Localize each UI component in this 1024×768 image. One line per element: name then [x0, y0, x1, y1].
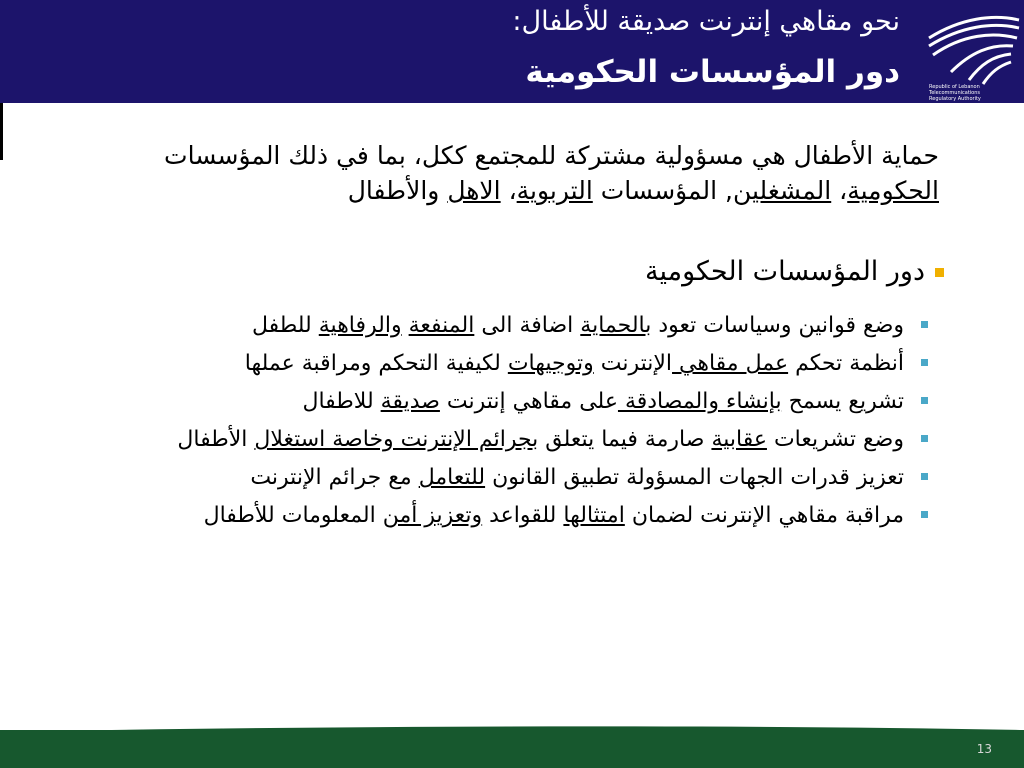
bullet-underlined: صديقة	[380, 389, 440, 414]
bullet-icon	[921, 511, 928, 518]
logo-line-3: Regulatory Authority	[929, 96, 981, 102]
bullet-item	[88, 311, 928, 340]
bullet-text: وضع تشريعات	[766, 427, 904, 452]
bullet-text: تعزيز قدرات الجهات المسؤولة تطبيق القانون	[485, 465, 904, 490]
bullet-underlined: بإنشاء والمصادقة	[617, 389, 782, 414]
bullet-text: لكيفية التحكم ومراقبة عملها	[244, 351, 508, 376]
bullet-text: المعلومات للأطفال	[203, 503, 383, 528]
bullet-text: مراقبة مقاهي الإنترنت لضمان	[624, 503, 904, 528]
section-heading	[645, 252, 944, 292]
bullet-underlined: عمل مقاهي	[672, 351, 789, 376]
logo-line-2: Telecommunications	[929, 90, 981, 96]
logo-line-1: Republic of Lebanon	[929, 84, 980, 90]
bullet-item	[88, 501, 928, 530]
bullet-item	[88, 463, 928, 492]
bullet-text: الإنترنت	[593, 351, 673, 376]
bullet-text: للاطفال	[302, 389, 381, 414]
bullet-text: الأطفال	[177, 427, 255, 452]
bullet-text: اضافة الى	[474, 313, 581, 338]
bullet-underlined: وتوجيهات	[507, 351, 594, 376]
intro-underlined: التربوية	[516, 176, 593, 205]
edge-marker	[0, 103, 3, 160]
bullet-text: تشريع يسمح	[781, 389, 904, 414]
intro-paragraph	[79, 138, 939, 208]
footer-bar	[0, 730, 1024, 768]
intro-text: , المؤسسات	[592, 176, 733, 205]
bullet-underlined: والرفاهية	[318, 313, 402, 338]
bullet-item	[88, 349, 928, 378]
bullet-text: للقواعد	[482, 503, 564, 528]
bullet-icon	[921, 435, 928, 442]
intro-text: والأطفال	[347, 176, 448, 205]
bullet-text: مع جرائم الإنترنت	[250, 465, 419, 490]
bullet-item	[88, 387, 928, 416]
tra-logo	[921, 0, 1024, 103]
intro-text: ،	[831, 176, 848, 205]
bullet-icon	[921, 359, 928, 366]
intro-underlined: الاهل	[447, 176, 501, 205]
tra-logo-icon	[921, 0, 1024, 103]
bullet-underlined: عقابية	[711, 427, 767, 452]
bullet-text: وضع قوانين وسياسات تعود	[651, 313, 904, 338]
intro-underlined: الحكومية	[847, 176, 939, 205]
bullet-text: أنظمة تحكم	[788, 351, 904, 376]
bullet-underlined: بجرائم الإنترنت وخاصة استغلال	[254, 427, 539, 452]
slide-title: نحو مقاهي إنترنت صديقة للأطفال:	[512, 6, 900, 37]
bullet-underlined: بالحماية	[580, 313, 652, 338]
bullet-text: صارمة فيما يتعلق	[538, 427, 712, 452]
bullet-underlined: للتعامل	[418, 465, 486, 490]
bullet-underlined: المنفعة	[408, 313, 475, 338]
bullet-icon	[921, 397, 928, 404]
slide-number: 13	[976, 742, 992, 756]
bullet-underlined: امتثالها	[563, 503, 625, 528]
bullet-underlined: وتعزيز أمن	[382, 503, 483, 528]
intro-text: حماية الأطفال هي مسؤولية مشتركة للمجتمع ككل، بما في ذلك المؤسسات	[164, 141, 939, 170]
intro-underlined: المشغلين	[732, 176, 832, 205]
bullet-text	[402, 313, 409, 338]
section-title: دور المؤسسات الحكومية	[644, 256, 925, 287]
intro-text: ،	[500, 176, 517, 205]
bullet-list	[88, 311, 928, 539]
slide-subtitle: دور المؤسسات الحكومية	[525, 54, 900, 90]
bullet-icon	[921, 321, 928, 328]
bullet-item	[88, 425, 928, 454]
bullet-text: على مقاهي إنترنت	[439, 389, 618, 414]
bullet-icon	[921, 473, 928, 480]
section-bullet-icon	[935, 268, 944, 277]
bullet-text: للطفل	[251, 313, 319, 338]
